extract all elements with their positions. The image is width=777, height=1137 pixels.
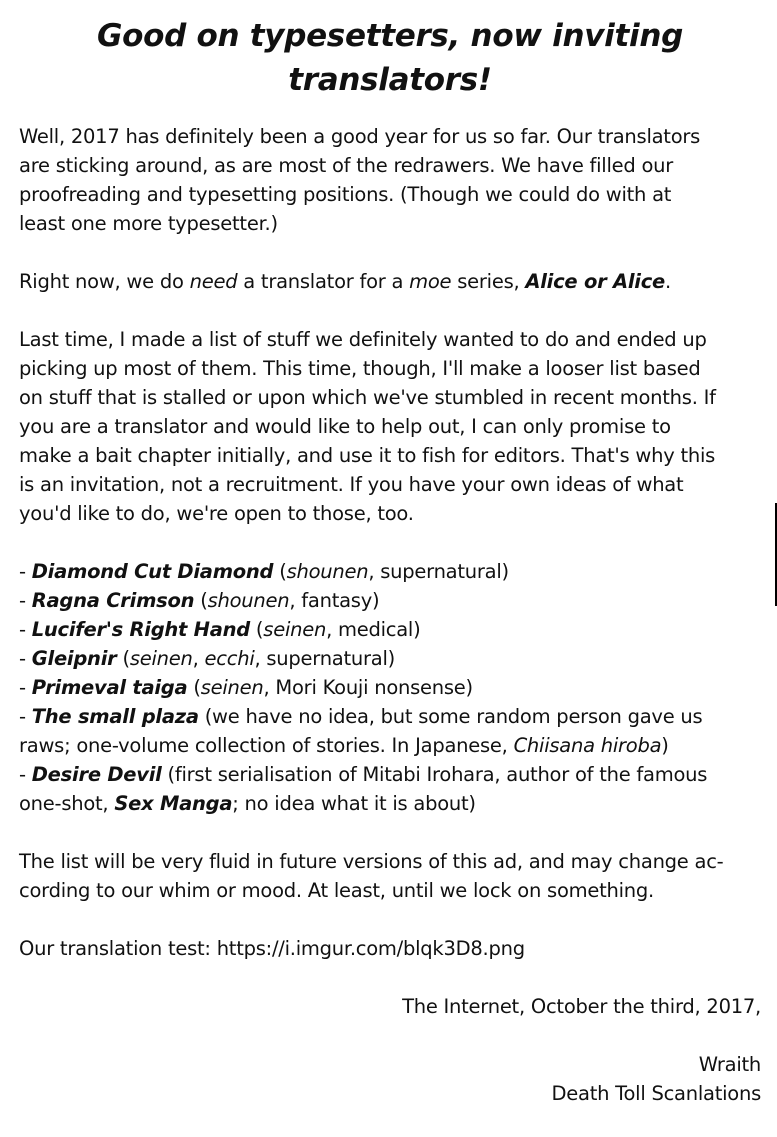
list-item xyxy=(19,673,761,702)
series-title: Primeval taiga xyxy=(31,676,188,699)
signature-block xyxy=(19,1050,761,1108)
document-body xyxy=(19,14,761,1137)
explanation-line: make a bait chapter initially, and use it to fish for editors. That's why this xyxy=(19,444,716,467)
intro-paragraph xyxy=(19,122,761,238)
need-paragraph xyxy=(19,267,761,296)
list-text: (first serialisation of Mitabi Irohara, author of the famous xyxy=(161,763,708,786)
intro-line: proofreading and typesetting positions. (Though we could do with at xyxy=(19,183,672,206)
list-text: (we have no idea, but some random person gave us xyxy=(198,705,703,728)
need-text: . xyxy=(665,270,671,293)
list-item xyxy=(19,644,761,673)
series-genre: shounen xyxy=(207,589,290,612)
list-text: , supernatural) xyxy=(254,647,396,670)
series-title-alice: Alice or Alice xyxy=(525,270,665,293)
fluid-line: cording to our whim or mood. At least, until we lock on something. xyxy=(19,879,654,902)
list-item xyxy=(19,557,761,586)
series-genre: seinen xyxy=(129,647,193,670)
fluid-line: The list will be very fluid in future versions of this ad, and may change ac- xyxy=(19,850,724,873)
explanation-paragraph xyxy=(19,325,761,528)
list-item xyxy=(19,702,761,731)
translation-test-text: Our translation test: https://i.imgur.com/blqk3D8.png xyxy=(19,937,525,960)
list-text: one-shot, xyxy=(19,792,115,815)
list-text: ( xyxy=(273,560,287,583)
dateline: The Internet, October the third, 2017, xyxy=(402,995,761,1018)
page-title: Good on typesetters, now inviting translators! xyxy=(96,18,683,98)
list-dash: - xyxy=(19,763,32,786)
translation-test-paragraph xyxy=(19,934,761,963)
list-item-continuation xyxy=(19,731,761,760)
list-item xyxy=(19,615,761,644)
need-emphasis: need xyxy=(189,270,238,293)
list-dash: - xyxy=(19,647,32,670)
list-item xyxy=(19,586,761,615)
series-title: The small plaza xyxy=(31,705,199,728)
explanation-line: you'd like to do, we're open to those, too. xyxy=(19,502,414,525)
list-dash: - xyxy=(19,589,32,612)
list-text: ( xyxy=(187,676,201,699)
list-dash: - xyxy=(19,618,32,641)
oneshot-title: Sex Manga xyxy=(114,792,233,815)
explanation-line: picking up most of them. This time, though, I'll make a looser list based xyxy=(19,357,701,380)
intro-line: Well, 2017 has definitely been a good year for us so far. Our translators xyxy=(19,125,701,148)
explanation-line: you are a translator and would like to help out, I can only promise to xyxy=(19,415,671,438)
series-genre: seinen xyxy=(200,676,264,699)
list-text: , xyxy=(192,647,205,670)
list-text: , Mori Kouji nonsense) xyxy=(263,676,473,699)
dateline-paragraph xyxy=(19,992,761,1021)
series-genre: ecchi xyxy=(204,647,255,670)
need-text: a translator for a xyxy=(237,270,410,293)
list-item xyxy=(19,760,761,789)
list-text: raws; one-volume collection of stories. In Japanese, xyxy=(19,734,514,757)
series-genre: seinen xyxy=(263,618,327,641)
list-text: , fantasy) xyxy=(289,589,380,612)
series-title: Desire Devil xyxy=(31,763,162,786)
series-genre: shounen xyxy=(286,560,369,583)
series-title: Diamond Cut Diamond xyxy=(31,560,274,583)
series-list xyxy=(19,557,761,818)
explanation-line: Last time, I made a list of stuff we definitely wanted to do and ended up xyxy=(19,328,707,351)
explanation-line: is an invitation, not a recruitment. If you have your own ideas of what xyxy=(19,473,684,496)
explanation-line: on stuff that is stalled or upon which we've stumbled in recent months. If xyxy=(19,386,716,409)
series-title: Ragna Crimson xyxy=(31,589,195,612)
list-text: ) xyxy=(661,734,669,757)
list-text: ( xyxy=(116,647,130,670)
list-text: ; no idea what it is about) xyxy=(232,792,476,815)
intro-line: least one more typesetter.) xyxy=(19,212,278,235)
fluid-paragraph xyxy=(19,847,761,905)
series-title: Gleipnir xyxy=(31,647,117,670)
japanese-title: Chiisana hiroba xyxy=(513,734,662,757)
list-dash: - xyxy=(19,560,32,583)
list-text: , medical) xyxy=(326,618,421,641)
list-text: ( xyxy=(249,618,264,641)
list-dash: - xyxy=(19,676,32,699)
moe-emphasis: moe xyxy=(409,270,452,293)
need-text: series, xyxy=(451,270,526,293)
list-text: , supernatural) xyxy=(368,560,509,583)
list-text: ( xyxy=(194,589,208,612)
series-title: Lucifer's Right Hand xyxy=(31,618,250,641)
intro-line: are sticking around, as are most of the redrawers. We have filled our xyxy=(19,154,674,177)
signature-name: Wraith xyxy=(698,1053,761,1076)
need-line xyxy=(19,267,761,296)
list-dash: - xyxy=(19,705,32,728)
signature-group: Death Toll Scanlations xyxy=(551,1082,761,1105)
need-text: Right now, we do xyxy=(19,270,190,293)
list-item-continuation xyxy=(19,789,761,818)
